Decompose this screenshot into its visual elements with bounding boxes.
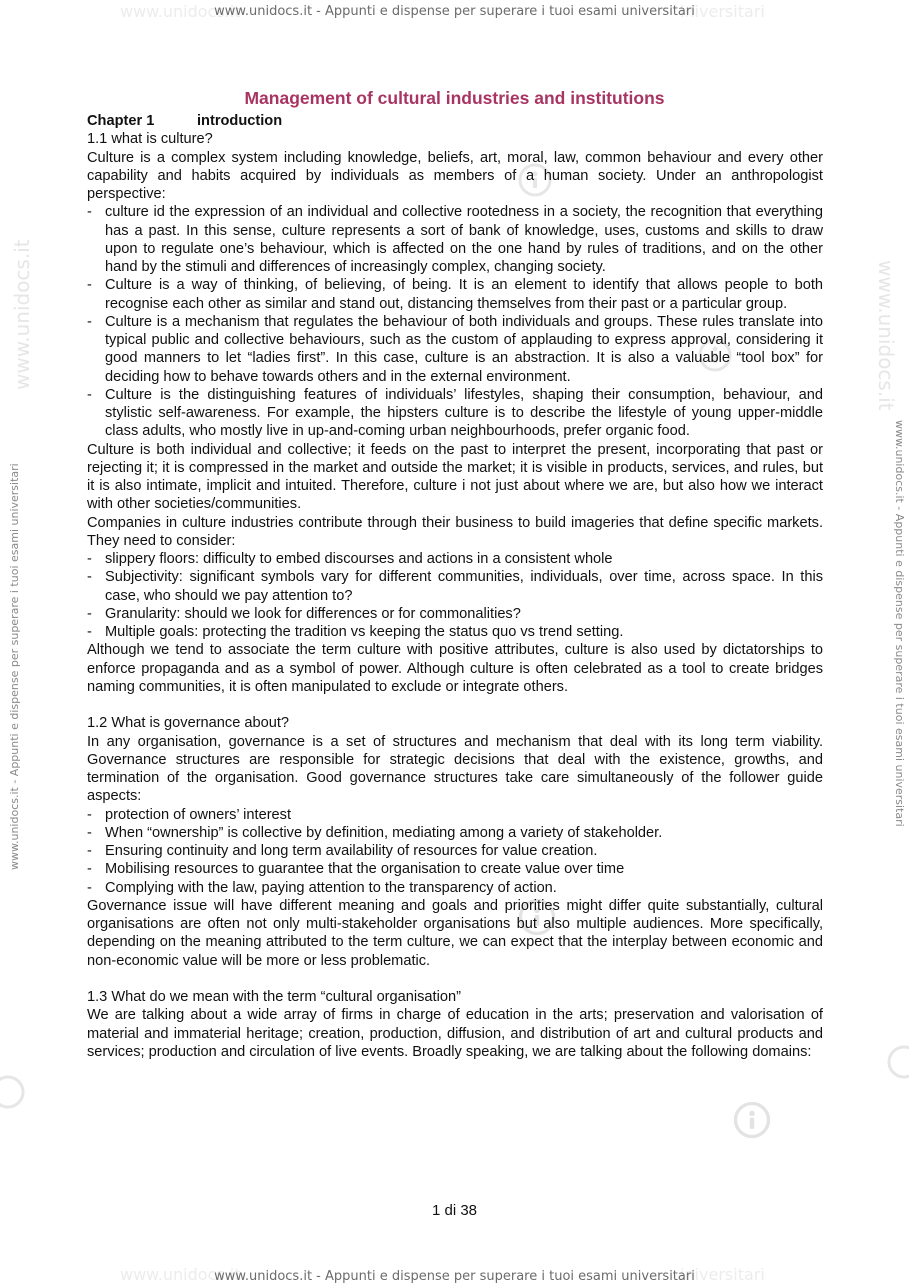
document-body <box>87 112 823 1061</box>
watermark-header-banner: www.unidocs.it - Appunti e dispense per superare i tuoi esami universitari <box>214 4 695 19</box>
section-spacer <box>87 970 823 988</box>
section-heading: 1.1 what is culture? <box>87 131 213 148</box>
watermark-logo-icon <box>730 1098 774 1142</box>
list-item: - Culture is the distinguishing features of individuals’ lifestyles, shaping their consumption, behaviour, and stylistic self-awareness. For example, the hipsters culture is to describe the lifestyle of young upper-middle class adults, who mostly live in up-and-coming urban neighbourhoods, prefer organic food. <box>87 386 823 440</box>
document-title: Management of cultural industries and institutions <box>244 88 665 108</box>
list-item: - culture id the expression of an individual and collective rootedness in a society, the recognition that everything has a past. In this sense, culture represents a sort of bank of knowledge, uses, customs and skills to draw upon to regulate one’s behaviour, which is affected on the one hand by rules of traditions, and on the other hand by the stimuli and differences of increasingly complex, changing society. <box>87 204 823 275</box>
watermark-ghost-bottom-right: iniversitari <box>680 1265 765 1284</box>
watermark-big-left: www.unidocs.it <box>10 239 34 390</box>
paragraph: In any organisation, governance is a set of structures and mechanism that deal with its long term viability. Governance structures are responsible for strategic decisions that deal with the existence, growths, and termination of the organisation. Good governance structures take care simultaneously of the follower guide aspects: <box>87 733 823 805</box>
page-number: 1 di 38 <box>431 1202 478 1219</box>
list-item: - Granularity: should we look for differences or for commonalities? <box>87 605 521 622</box>
chapter-title: introduction <box>197 113 283 129</box>
watermark-side-left: www.unidocs.it - Appunti e dispense per superare i tuoi esami universitari <box>8 463 21 870</box>
list-item: - protection of owners’ interest <box>87 806 292 823</box>
list-item: - When “ownership” is collective by definition, mediating among a variety of stakeholder. <box>87 824 663 841</box>
bullet-list <box>87 806 823 897</box>
list-item: - Mobilising resources to guarantee that the organisation to create value over time <box>87 861 625 878</box>
list-item: - Complying with the law, paying attention to the transparency of action. <box>87 879 557 896</box>
bullet-list <box>87 550 823 641</box>
section-spacer <box>87 696 823 714</box>
section-heading: 1.3 What do we mean with the term “cultural organisation” <box>87 989 461 1005</box>
paragraph: Although we tend to associate the term culture with positive attributes, culture is also used by dictatorships to enforce propaganda and as a symbol of power. Although culture is often celebrated as a tool to create bridges naming communities, it is often manipulated to exclude or integrate others. <box>87 642 823 695</box>
watermark-logo-icon <box>0 1070 30 1114</box>
list-item: - Subjectivity: significant symbols vary for different communities, individuals, over time, across space. In this case, who should we pay attention to? <box>87 569 823 604</box>
paragraph: Culture is a complex system including knowledge, beliefs, art, moral, law, common behaviour and every other capability and habits acquired by individuals as members of a human society. Under an anthropologist perspective: <box>87 149 823 202</box>
list-item: - Culture is a mechanism that regulates the behaviour of both individuals and groups. These rules translate into typical public and collective behaviours, such as the custom of applauding to express approval, considering it good manners to let “ladies first”. In this case, culture is an abstraction. It is also a valuable “tool box” for deciding how to behave towards others and in the external environment. <box>87 313 823 385</box>
paragraph: We are talking about a wide array of firms in charge of education in the arts; preservation and valorisation of material and immaterial heritage; creation, production, diffusion, and distribution of art and cultural products and services; production and circulation of live events. Broadly speaking, we are talking about the following domains: <box>87 1007 823 1060</box>
section-heading: 1.2 What is governance about? <box>87 715 290 732</box>
list-item: - Culture is a way of thinking, of believing, of being. It is an element to identify that allows people to both recognise each other as similar and stand out, distancing themselves from their past or a particular group. <box>87 277 823 312</box>
bullet-list <box>87 203 823 440</box>
list-item: - Multiple goals: protecting the tradition vs keeping the status quo vs trend setting. <box>87 624 624 640</box>
watermark-ghost-top-right: iniversitari <box>680 2 765 21</box>
watermark-ghost-bottom-left: www.unidocs.it <box>120 1265 241 1284</box>
paragraph: Companies in culture industries contribute through their business to build imageries that define specific markets. They need to consider: <box>87 514 823 549</box>
watermark-logo-icon <box>880 1040 909 1084</box>
watermark-ghost-top-left: www.unidocs.it <box>120 2 241 21</box>
paragraph: Culture is both individual and collective; it feeds on the past to interpret the present, incorporating that past or rejecting it; it is compressed in the market and outside the market; it is visible in products, services, and rules, but it is also intimate, implicit and intuited. Therefore, culture i not just about where we are, but also how we interact with other societies/communities. <box>87 441 823 513</box>
paragraph: Governance issue will have different meaning and goals and priorities might differ quite substantially, cultural organisations are often not only multi-stakeholder organisations but also multiple audiences. More specifically, depending on the meaning attributed to the term culture, we can expect that the interplay between economic and non-economic value will be more or less problematic. <box>87 897 823 969</box>
list-item: - slippery floors: difficulty to embed discourses and actions in a consistent whole <box>87 551 613 567</box>
watermark-side-right: www.unidocs.it - Appunti e dispense per superare i tuoi esami universitari <box>893 420 906 827</box>
watermark-big-right: www.unidocs.it <box>874 260 898 411</box>
list-item: - Ensuring continuity and long term availability of resources for value creation. <box>87 843 598 859</box>
watermark-footer-banner: www.unidocs.it - Appunti e dispense per superare i tuoi esami universitari <box>214 1269 695 1284</box>
chapter-heading <box>87 112 823 130</box>
chapter-label: Chapter 1 <box>87 113 155 129</box>
